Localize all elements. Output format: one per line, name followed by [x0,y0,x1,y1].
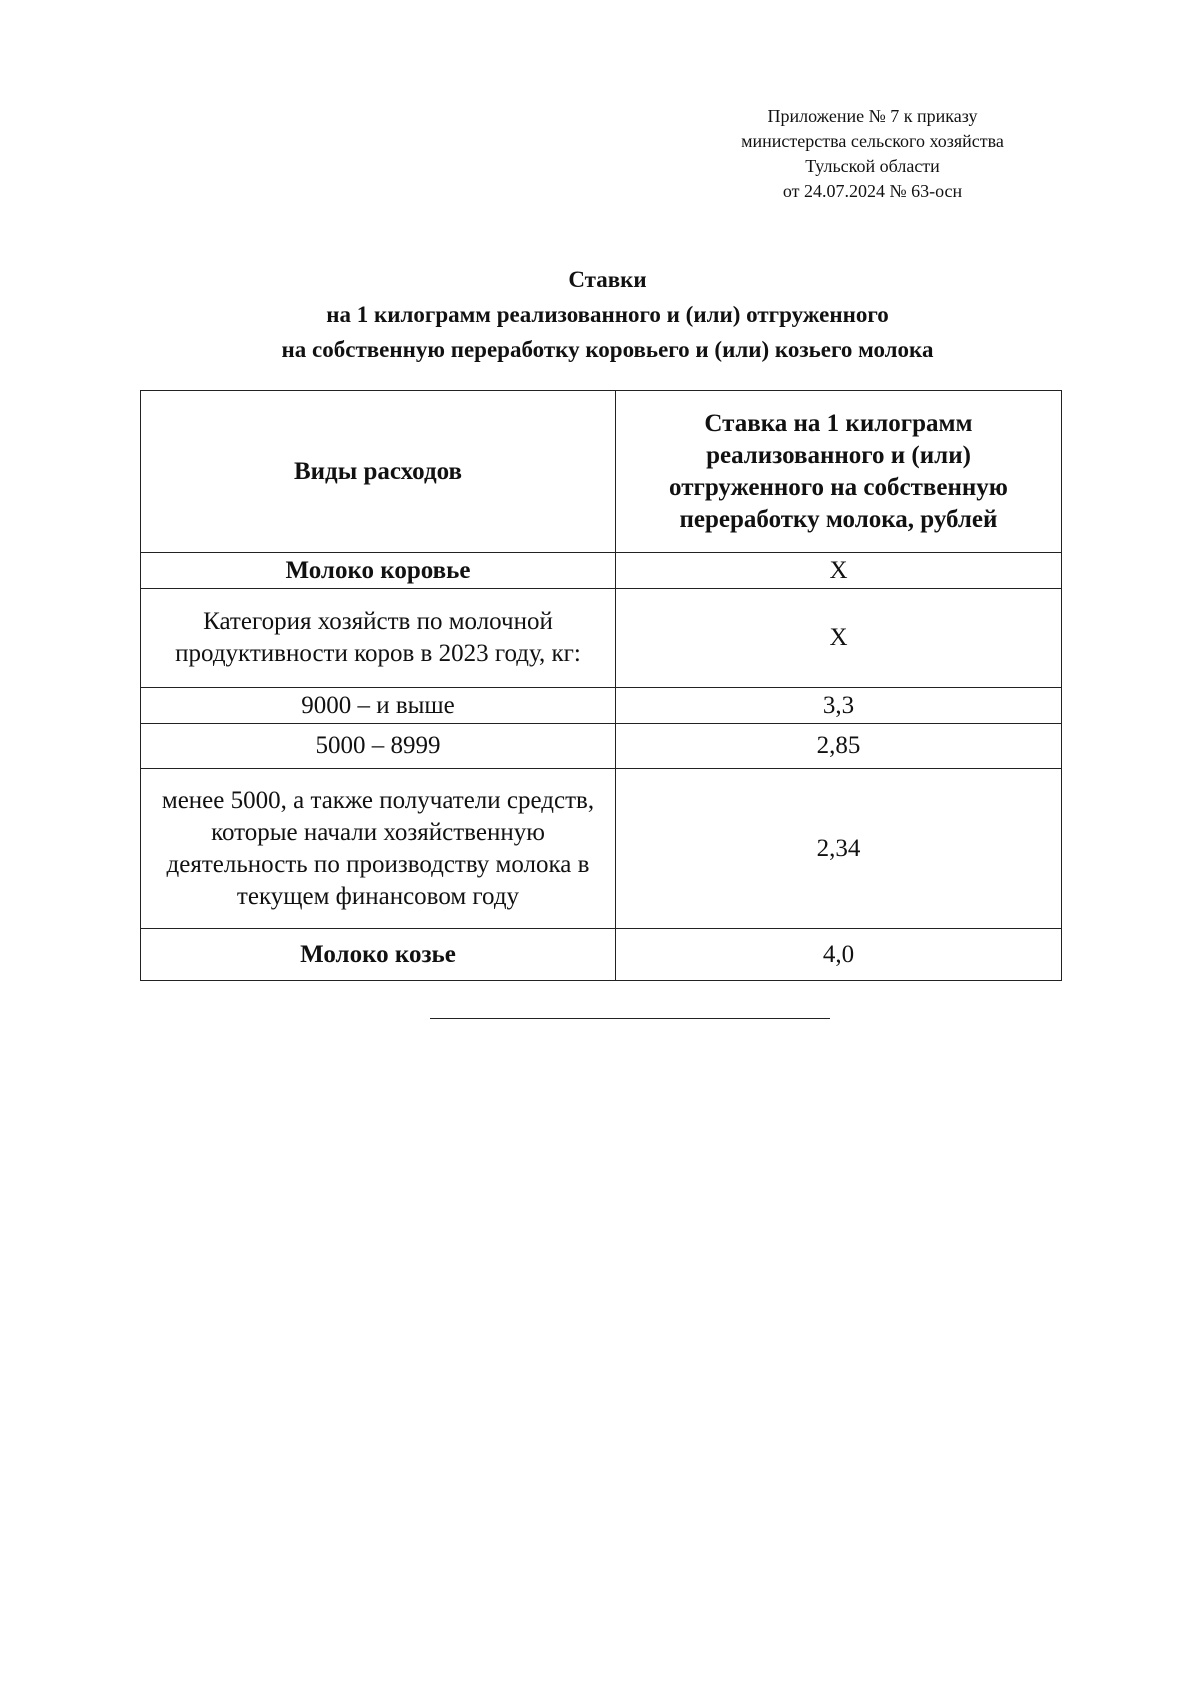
appendix-line: министерства сельского хозяйства [741,131,1004,151]
table-row [141,769,1062,929]
rate-cell: 2,34 [615,769,1061,929]
table-row [141,589,1062,688]
rate-cell: Х [615,589,1061,688]
expense-type-cell: 5000 – 8999 [141,724,616,769]
appendix-date-number: от 24.07.2024 № 63-осн [782,181,963,201]
expense-type-cell: менее 5000, а также получатели средств, которые начали хозяйственную деятельность по производству молока в текущем финансовом году [141,769,616,929]
expense-type-cell: Молоко козье [141,929,616,981]
rates-table [140,390,1062,981]
appendix-line: Тульской области [805,156,940,176]
appendix-reference [650,104,1095,204]
expense-type-cell: Молоко коровье [141,553,616,589]
header-expense-type: Виды расходов [141,391,616,553]
table-row [141,553,1062,589]
table-row [141,724,1062,769]
header-rate: Ставка на 1 килограмм реализованного и (или) отгруженного на собственную переработку молока, рублей [615,391,1061,553]
appendix-line: Приложение № 7 к приказу [767,106,978,126]
expense-type-cell: 9000 – и выше [141,688,616,724]
rate-cell: 3,3 [615,688,1061,724]
closing-divider [430,1018,830,1019]
table-row [141,929,1062,981]
title-line: Ставки [568,267,647,292]
table-header-row [141,391,1062,553]
title-line: на 1 килограмм реализованного и (или) отгруженного [326,302,889,327]
expense-type-cell: Категория хозяйств по молочной продуктивности коров в 2023 году, кг: [141,589,616,688]
document-title [0,262,1200,367]
rate-cell: 4,0 [615,929,1061,981]
title-line: на собственную переработку коровьего и (или) козьего молока [281,337,934,362]
rate-cell: Х [615,553,1061,589]
rate-cell: 2,85 [615,724,1061,769]
table-row [141,688,1062,724]
